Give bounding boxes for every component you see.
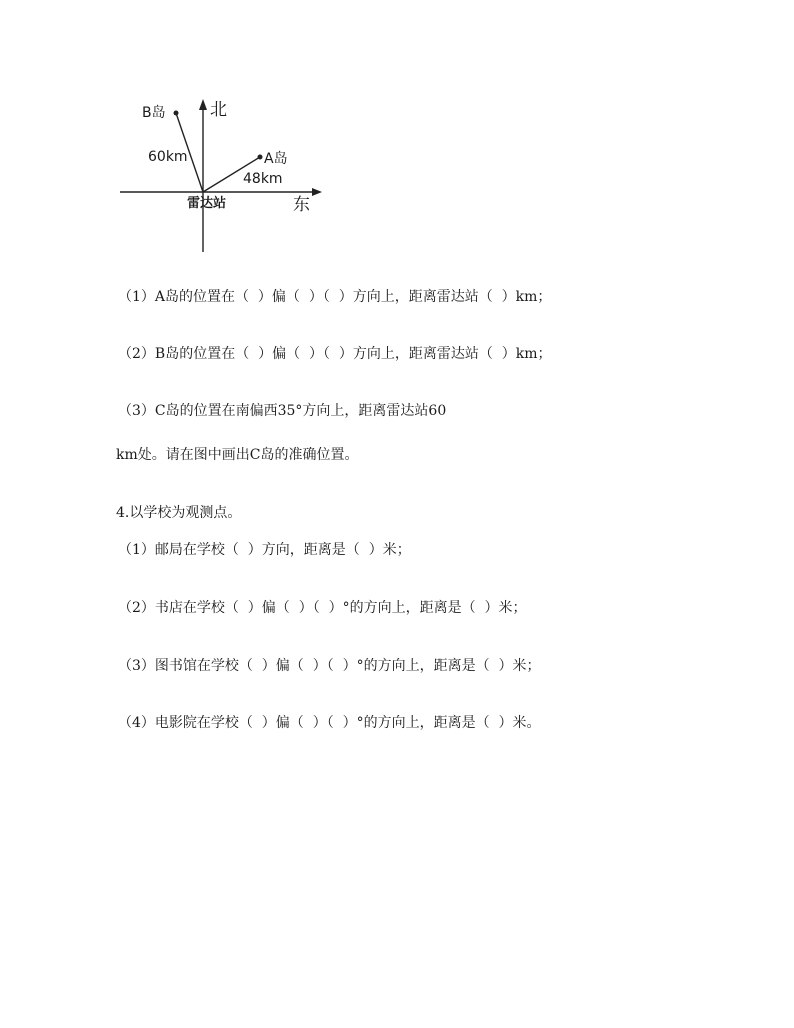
- compass-diagram: [110, 90, 330, 260]
- a-island-label: A岛: [264, 151, 288, 167]
- b-island-point: [174, 111, 179, 116]
- q4-title: 4.以学校为观测点。: [116, 505, 242, 521]
- q4-item-3: （3）图书馆在学校（ ）偏（ ）（ ）°的方向上，距离是（ ）米；: [118, 658, 541, 674]
- q3-item-3-line-2: km处。请在图中画出C岛的准确位置。: [116, 447, 359, 463]
- radar-station-label: 雷达站: [187, 196, 227, 211]
- q3-item-2: （2）B岛的位置在（ ）偏（ ）（ ）方向上，距离雷达站（ ）km；: [118, 346, 552, 362]
- north-arrow-icon: [199, 99, 207, 110]
- a-island-point: [258, 155, 263, 160]
- b-distance-label: 60km: [148, 149, 188, 165]
- a-distance-label: 48km: [243, 171, 283, 187]
- q3-item-1: （1）A岛的位置在（ ）偏（ ）（ ）方向上，距离雷达站（ ）km；: [118, 289, 552, 305]
- q4-item-2: （2）书店在学校（ ）偏（ ）（ ）°的方向上，距离是（ ）米；: [118, 600, 527, 616]
- q4-item-4: （4）电影院在学校（ ）偏（ ）（ ）°的方向上，距离是（ ）米。: [118, 715, 541, 731]
- b-island-label: B岛: [142, 105, 166, 121]
- north-label: 北: [210, 100, 227, 120]
- q4-item-1: （1）邮局在学校（ ）方向，距离是（ ）米；: [118, 542, 411, 558]
- q3-item-3-line-1: （3）C岛的位置在南偏西35°方向上，距离雷达站60: [118, 403, 447, 419]
- east-label: 东: [293, 195, 310, 215]
- east-arrow-icon: [312, 188, 322, 196]
